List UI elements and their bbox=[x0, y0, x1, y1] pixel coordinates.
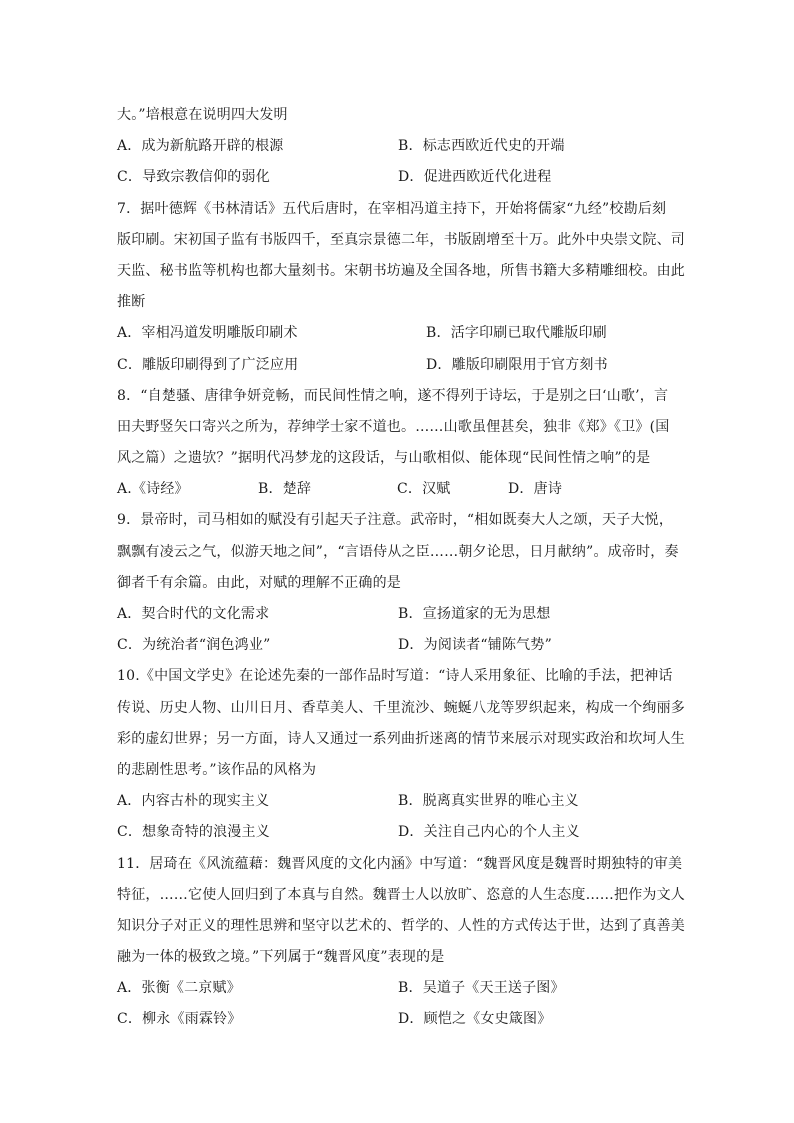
q7-option-d: D．雕版印刷限用于官方刻书 bbox=[426, 356, 608, 373]
exam-page bbox=[117, 100, 685, 1036]
q10-option-c: C．想象奇特的浪漫主义 bbox=[117, 824, 270, 841]
q11-stem-line: 11．居琦在《风流蕴藉：魏晋风度的文化内涵》中写道：“魏晋风度是魏晋时期独特的审美 bbox=[117, 855, 683, 872]
q8-stem-line: 8．“自楚骚、唐律争妍竞畅，而民间性情之响，遂不得列于诗坛，于是别之曰‘山歌’，言 bbox=[117, 387, 669, 404]
q11-stem-line: 特征，……它使人回归到了本真与自然。魏晋士人以放旷、恣意的人生态度……把作为文人 bbox=[117, 886, 685, 903]
q10-stem-line: 彩的虚幻世界；另一方面，诗人又通过一系列曲折迷离的情节来展示对现实政治和坎坷人生 bbox=[117, 730, 685, 747]
q7-stem-line: 天监、秘书监等机构也都大量刻书。宋朝书坊遍及全国各地，所售书籍大多精雕细校。由此 bbox=[117, 262, 685, 279]
q7-stem-line: 7．据叶德辉《书林清话》五代后唐时，在宰相冯道主持下，开始将儒家“九经”校勘后刻 bbox=[117, 200, 667, 217]
q11-options-row-1 bbox=[117, 973, 677, 1004]
q10-option-d: D．关注自己内心的个人主义 bbox=[398, 824, 580, 841]
q11-stem-line: 融为一体的极致之境。”下列属于“魏晋风度”表现的是 bbox=[117, 949, 445, 966]
q9-option-a: A．契合时代的文化需求 bbox=[117, 606, 270, 622]
q11-stem-line: 知识分子对正义的理性思辨和坚守以艺术的、哲学的、人性的方式传达于世，达到了真善美 bbox=[117, 917, 685, 934]
q11-options-row-2 bbox=[117, 1004, 677, 1035]
q8-stem-line: 田夫野竖矢口寄兴之所为，荐绅学士家不道也。……山歌虽俚甚矣，独非《郑》《卫》(国 bbox=[117, 418, 670, 435]
q7-options-row-2 bbox=[117, 350, 677, 381]
q11-option-a: A．张衡《二京赋》 bbox=[117, 980, 241, 997]
q7-option-c: C．雕版印刷得到了广泛应用 bbox=[117, 356, 299, 373]
q9-stem-line: 御者千有余篇。由此，对赋的理解不正确的是 bbox=[117, 574, 401, 591]
q9-stem-line: 9．景帝时，司马相如的赋没有引起天子注意。武帝时，“相如既奏大人之颂，天子大悦， bbox=[117, 512, 674, 529]
q6-option-d: D．促进西欧近代化进程 bbox=[398, 169, 552, 186]
q7-options-row-1 bbox=[117, 318, 677, 349]
q10-options-row-1 bbox=[117, 786, 677, 817]
q10-stem-line: 10.《中国文学史》在论述先秦的一部作品时写道：“诗人采用象征、比喻的手法，把神话 bbox=[117, 668, 673, 685]
q8-stem-line: 风之篇）之遗欤？”据明代冯梦龙的这段话，与山歌相似、能体现“民间性情之响”的是 bbox=[117, 450, 651, 467]
q9-option-b: B．宣扬道家的无为思想 bbox=[398, 606, 551, 622]
q6-options-row-2 bbox=[117, 162, 677, 193]
q8-option-a: A.《诗经》 bbox=[117, 481, 189, 498]
q9-options-row-1 bbox=[117, 599, 677, 630]
q10-stem-line: 传说、历史人物、山川日月、香草美人、千里流沙、蜿蜒八龙等罗织起来，构成一个绚丽多 bbox=[117, 699, 685, 716]
q10-options-row-2 bbox=[117, 817, 677, 848]
q9-option-d: D．为阅读者“铺陈气势” bbox=[398, 637, 552, 654]
q10-stem-line: 的悲剧性思考。”该作品的风格为 bbox=[117, 761, 317, 778]
q7-stem-line: 推断 bbox=[117, 294, 146, 311]
q11-option-b: B．吴道子《天王送子图》 bbox=[398, 980, 565, 997]
q6-options-row-1 bbox=[117, 131, 677, 162]
q8-option-c: C．汉赋 bbox=[397, 481, 451, 498]
q10-option-b: B．脱离真实世界的唯心主义 bbox=[398, 793, 579, 810]
q6-option-a: A．成为新航路开辟的根源 bbox=[117, 138, 284, 155]
q8-option-d: D．唐诗 bbox=[508, 481, 563, 498]
q11-option-c: C．柳永《雨霖铃》 bbox=[117, 1011, 242, 1028]
q9-option-c: C．为统治者“润色鸿业” bbox=[117, 637, 271, 654]
q11-option-d: D．顾恺之《女史箴图》 bbox=[398, 1011, 552, 1028]
q10-option-a: A．内容古朴的现实主义 bbox=[117, 793, 270, 810]
q8-option-b: B．楚辞 bbox=[258, 481, 312, 498]
q6-option-b: B．标志西欧近代史的开端 bbox=[398, 138, 565, 155]
q6-stem-tail: 大。”培根意在说明四大发明 bbox=[117, 107, 288, 123]
q7-option-a: A．宰相冯道发明雕版印刷术 bbox=[117, 325, 298, 342]
q9-stem-line: 飘飘有凌云之气，似游天地之间”，“言语侍从之臣……朝夕论思，日月献纳”。成帝时，奏 bbox=[117, 543, 679, 560]
q9-options-row-2 bbox=[117, 630, 677, 661]
q7-option-b: B．活字印刷已取代雕版印刷 bbox=[426, 325, 607, 342]
q6-option-c: C．导致宗教信仰的弱化 bbox=[117, 169, 270, 186]
q8-options-row bbox=[117, 474, 677, 505]
q7-stem-line: 版印刷。宋初国子监有书版四千，至真宗景德二年，书版剧增至十万。此外中央崇文院、司 bbox=[117, 231, 685, 248]
